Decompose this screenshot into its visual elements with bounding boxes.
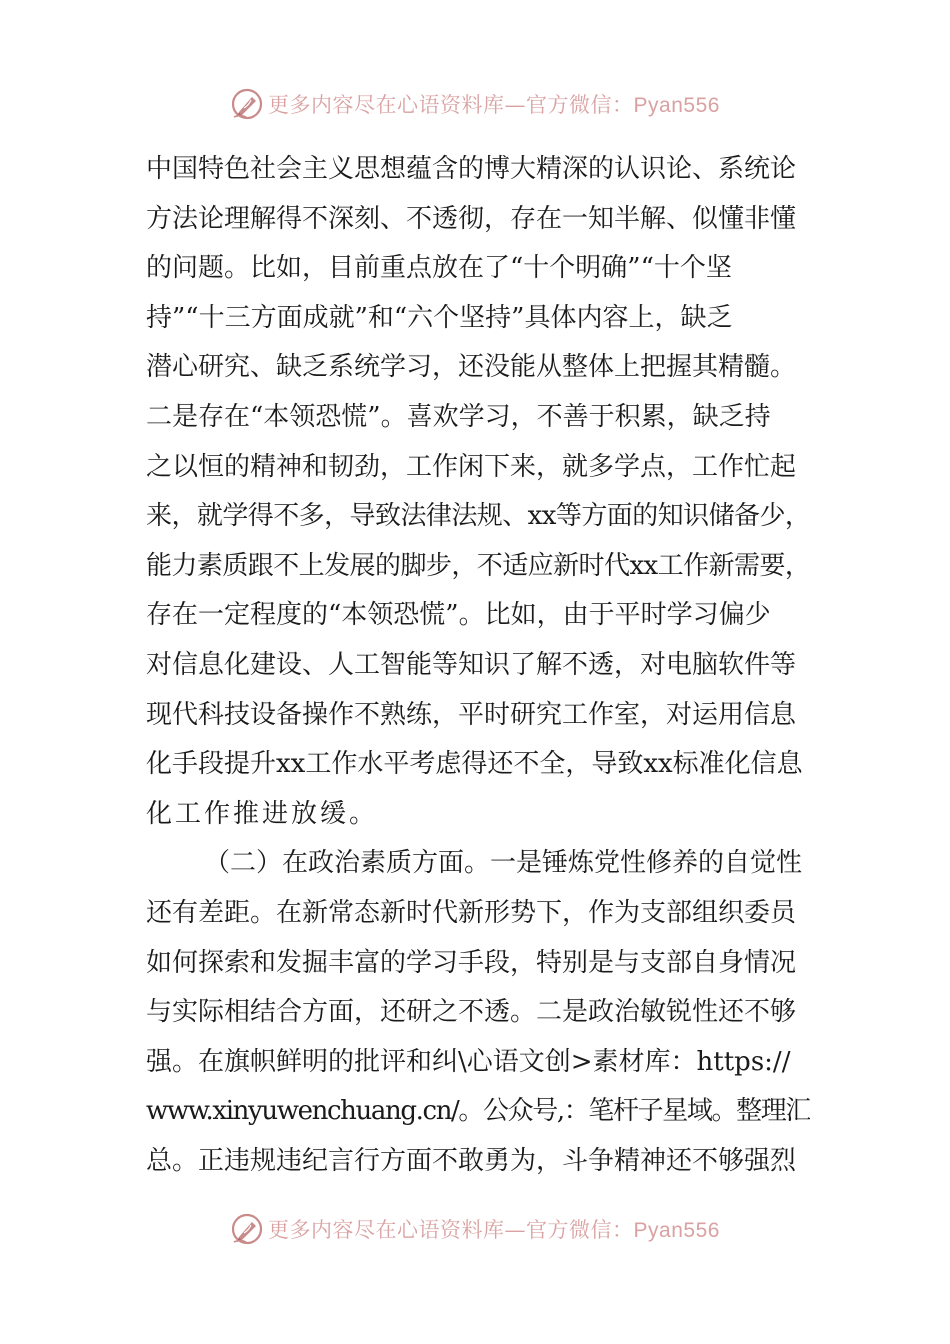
text-line: 之以恒的精神和韧劲，工作闲下来，就多学点，工作忙起: [146, 451, 797, 482]
text-line: 强。在旗帜鲜明的批评和纠\心语文创>素材库：https://: [146, 1046, 791, 1077]
footer-wechat-id: Pyan556: [633, 1219, 720, 1242]
header-wechat-id: Pyan556: [633, 94, 720, 117]
text-line: 潜心研究、缺乏系统学习，还没能从整体上把握其精髓。: [146, 352, 797, 383]
text-line: 存在一定程度的“本领恐慌”。比如，由于平时学习偏少: [146, 600, 771, 631]
text-line: 现代科技设备操作不熟练，平时研究工作室，对运用信息: [146, 699, 797, 730]
text-line: 二是存在“本领恐慌”。喜欢学习，不善于积累，缺乏持: [146, 401, 771, 432]
text-line: （二）在政治素质方面。一是锤炼党性修养的自觉性: [204, 848, 803, 879]
text-line: 还有差距。在新常态新时代新形势下，作为支部组织委员: [146, 897, 797, 928]
text-line: www.xinyuwenchuang.cn/。公众号,：笔杆子星域。整理汇: [146, 1096, 810, 1127]
header-watermark-banner: [0, 82, 950, 126]
text-line: 总。正违规违纪言行方面不敢勇为，斗争精神还不够强烈: [146, 1145, 797, 1176]
header-watermark-text: 更多内容尽在心语资料库—官方微信：Pyan556: [268, 93, 720, 117]
text-line: 持”“十三方面成就”和“六个坚持”具体内容上，缺乏: [146, 302, 733, 333]
text-line: 与实际相结合方面，还研之不透。二是政治敏锐性还不够: [146, 997, 797, 1028]
footer-watermark-text: 更多内容尽在心语资料库—官方微信：Pyan556: [268, 1218, 720, 1242]
text-line: 化手段提升xx工作水平考虑得还不全，导致xx标准化信息: [146, 749, 803, 780]
pen-nib-logo-icon: [230, 1212, 264, 1246]
text-line: 的问题。比如，目前重点放在了“十个明确”“十个坚: [146, 253, 732, 284]
text-line: 方法论理解得不深刻、不透彻，存在一知半解、似懂非懂: [146, 203, 797, 234]
text-line: 能力素质跟不上发展的脚步，不适应新时代xx工作新需要，: [146, 550, 810, 581]
text-line: 化工作推进放缓。: [146, 798, 379, 829]
footer-watermark-banner: [0, 1207, 950, 1251]
text-line: 对信息化建设、人工智能等知识了解不透，对电脑软件等: [146, 649, 797, 680]
pen-nib-logo-icon: [230, 87, 264, 121]
document-body: [146, 145, 810, 1186]
text-line: 中国特色社会主义思想蕴含的博大精深的认识论、系统论: [146, 154, 797, 184]
text-line: 如何探索和发掘丰富的学习手段，特别是与支部自身情况: [146, 947, 797, 978]
text-line: 来，就学得不多，导致法律法规、xx等方面的知识储备少，: [146, 501, 810, 532]
